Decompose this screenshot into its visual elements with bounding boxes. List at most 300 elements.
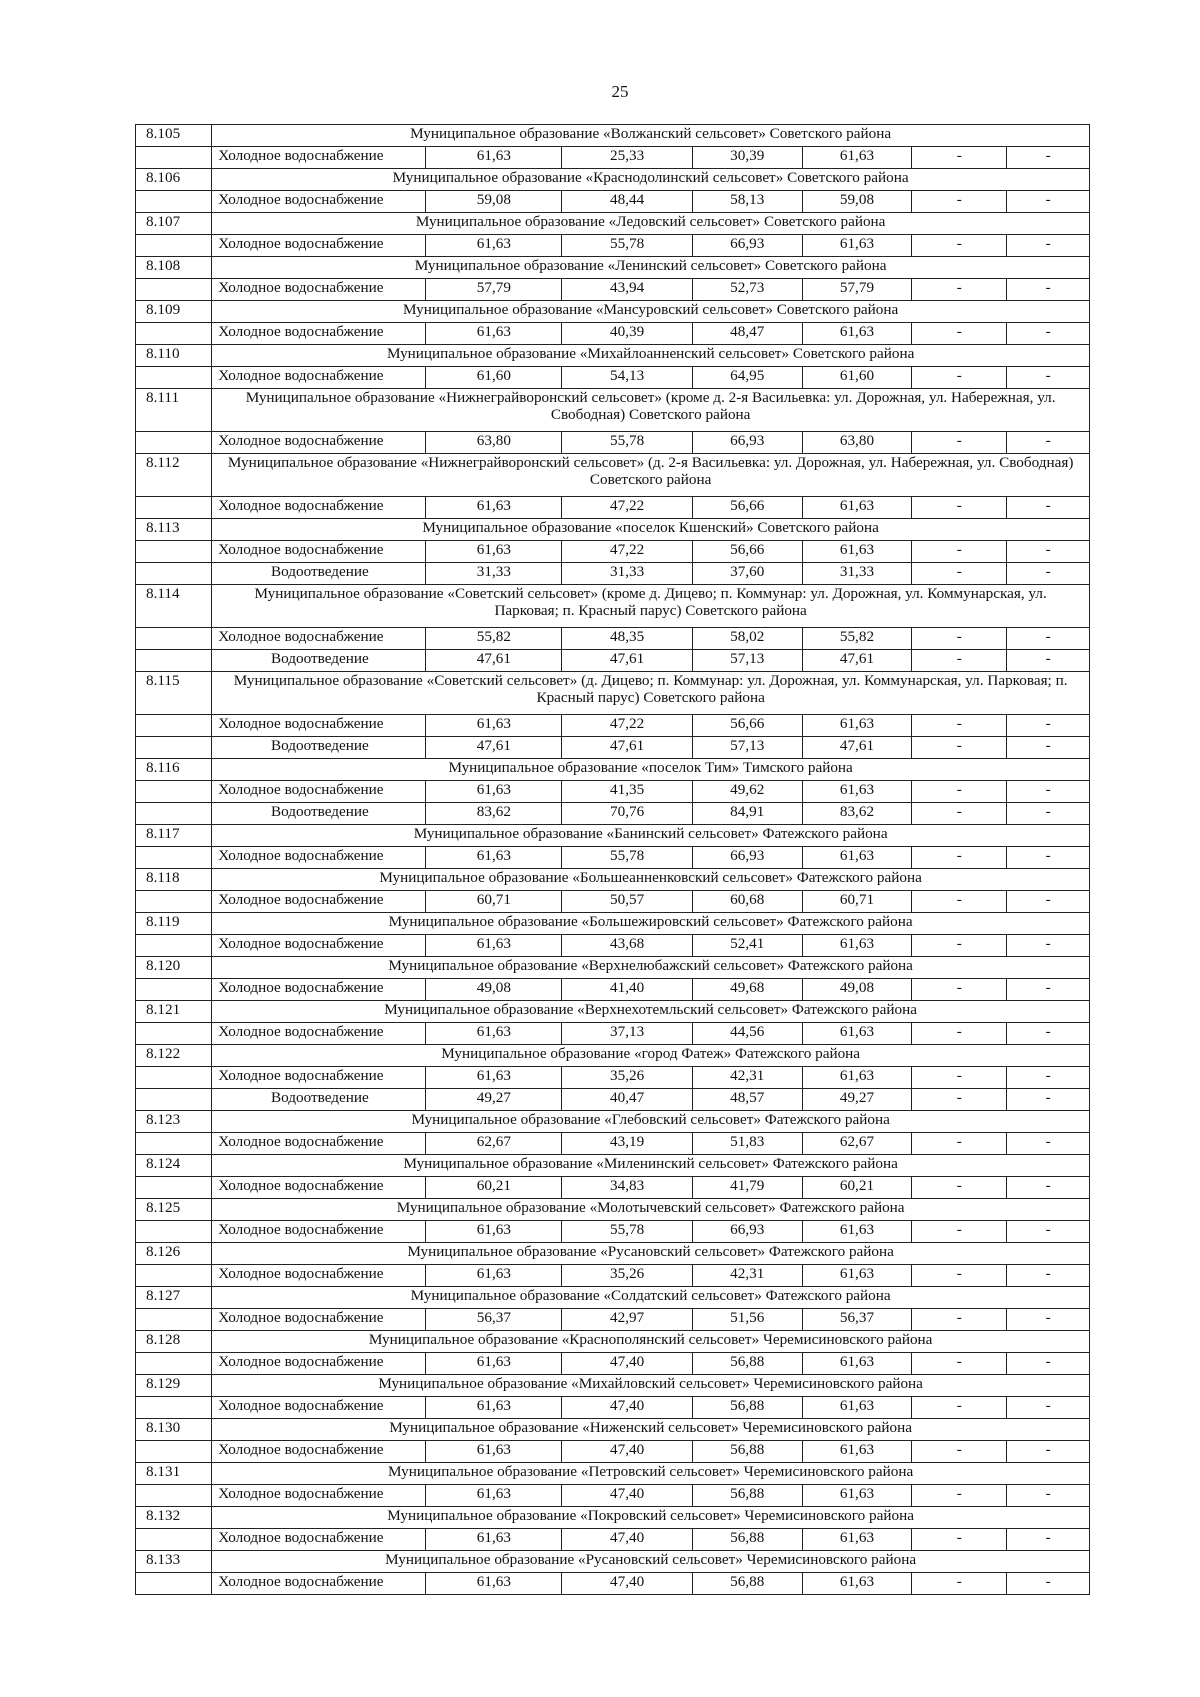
tariff-value: 57,79: [426, 279, 562, 301]
code-spacer-cell: [136, 1221, 212, 1243]
empty-value-cell: -: [912, 1067, 1007, 1089]
tariff-value: 48,35: [562, 628, 693, 650]
code-spacer-cell: [136, 541, 212, 563]
empty-value-cell: -: [912, 979, 1007, 1001]
tariff-value: 51,56: [692, 1309, 802, 1331]
empty-value-cell: -: [912, 432, 1007, 454]
entry-header-row: [136, 169, 1090, 191]
tariff-value: 37,13: [562, 1023, 693, 1045]
table-row: [136, 279, 1090, 301]
table-row: [136, 541, 1090, 563]
empty-value-cell: -: [1007, 1529, 1090, 1551]
tariff-value: 61,60: [426, 367, 562, 389]
entry-code: 8.122: [136, 1045, 212, 1067]
entry-code: 8.113: [136, 519, 212, 541]
entry-header-row: [136, 957, 1090, 979]
tariff-value: 60,68: [692, 891, 802, 913]
table-row: [136, 497, 1090, 519]
entry-title: Муниципальное образование «Михайловский сельсовет» Черемисиновского района: [212, 1375, 1090, 1397]
tariff-value: 57,13: [692, 650, 802, 672]
entry-title: Муниципальное образование «Большеанненковский сельсовет» Фатежского района: [212, 869, 1090, 891]
tariff-value: 47,61: [802, 737, 912, 759]
entry-title: Муниципальное образование «Верхнехотемльский сельсовет» Фатежского района: [212, 1001, 1090, 1023]
tariff-value: 83,62: [426, 803, 562, 825]
entry-title: Муниципальное образование «Миленинский сельсовет» Фатежского района: [212, 1155, 1090, 1177]
tariff-value: 61,63: [802, 1529, 912, 1551]
entry-code: 8.131: [136, 1463, 212, 1485]
entry-code: 8.105: [136, 125, 212, 147]
tariff-value: 48,44: [562, 191, 693, 213]
tariff-value: 84,91: [692, 803, 802, 825]
empty-value-cell: -: [912, 541, 1007, 563]
tariff-value: 49,08: [426, 979, 562, 1001]
entry-header-row: [136, 913, 1090, 935]
tariff-value: 31,33: [426, 563, 562, 585]
code-spacer-cell: [136, 781, 212, 803]
empty-value-cell: -: [1007, 1067, 1090, 1089]
entry-code: 8.117: [136, 825, 212, 847]
empty-value-cell: -: [912, 1353, 1007, 1375]
entry-title: Муниципальное образование «Советский сельсовет» (кроме д. Дицево; п. Коммунар: ул. Дорожная, ул. Коммунарская, ул. Парковая; п. Красный парус) Советского района: [212, 585, 1090, 628]
code-spacer-cell: [136, 191, 212, 213]
empty-value-cell: -: [1007, 497, 1090, 519]
tariff-value: 48,47: [692, 323, 802, 345]
entry-code: 8.121: [136, 1001, 212, 1023]
service-name: Холодное водоснабжение: [212, 1067, 426, 1089]
tariff-value: 55,78: [562, 432, 693, 454]
tariff-value: 61,63: [802, 323, 912, 345]
code-spacer-cell: [136, 891, 212, 913]
tariff-value: 43,19: [562, 1133, 693, 1155]
table-row: [136, 1529, 1090, 1551]
tariff-value: 47,40: [562, 1573, 693, 1595]
code-spacer-cell: [136, 1177, 212, 1199]
entry-header-row: [136, 389, 1090, 432]
tariff-value: 42,31: [692, 1067, 802, 1089]
tariff-value: 66,93: [692, 432, 802, 454]
tariff-value: 61,63: [426, 1221, 562, 1243]
empty-value-cell: -: [912, 1529, 1007, 1551]
entry-title: Муниципальное образование «Русановский сельсовет» Черемисиновского района: [212, 1551, 1090, 1573]
tariff-value: 55,82: [802, 628, 912, 650]
entry-title: Муниципальное образование «Большежировский сельсовет» Фатежского района: [212, 913, 1090, 935]
tariff-value: 60,71: [426, 891, 562, 913]
tariff-value: 66,93: [692, 847, 802, 869]
entry-code: 8.126: [136, 1243, 212, 1265]
tariff-value: 47,40: [562, 1397, 693, 1419]
entry-code: 8.109: [136, 301, 212, 323]
empty-value-cell: -: [1007, 979, 1090, 1001]
empty-value-cell: -: [912, 1089, 1007, 1111]
tariff-value: 47,61: [426, 737, 562, 759]
empty-value-cell: -: [912, 891, 1007, 913]
tariff-value: 61,63: [426, 497, 562, 519]
entry-code: 8.110: [136, 345, 212, 367]
empty-value-cell: -: [1007, 1441, 1090, 1463]
entry-title: Муниципальное образование «Нижнеграйворонский сельсовет» (д. 2-я Васильевка: ул. Дорожная, ул. Набережная, ул. Свободная) Советского района: [212, 454, 1090, 497]
empty-value-cell: -: [912, 1309, 1007, 1331]
table-row: [136, 1265, 1090, 1287]
empty-value-cell: -: [912, 935, 1007, 957]
tariff-value: 41,35: [562, 781, 693, 803]
empty-value-cell: -: [912, 497, 1007, 519]
table-row: [136, 891, 1090, 913]
empty-value-cell: -: [912, 323, 1007, 345]
code-spacer-cell: [136, 1529, 212, 1551]
tariff-value: 58,13: [692, 191, 802, 213]
service-name: Холодное водоснабжение: [212, 367, 426, 389]
tariff-value: 61,63: [802, 1397, 912, 1419]
tariff-value: 61,63: [426, 1067, 562, 1089]
tariff-value: 41,40: [562, 979, 693, 1001]
entry-title: Муниципальное образование «Русановский сельсовет» Фатежского района: [212, 1243, 1090, 1265]
entry-title: Муниципальное образование «Молотычевский сельсовет» Фатежского района: [212, 1199, 1090, 1221]
entry-header-row: [136, 1111, 1090, 1133]
tariff-value: 56,88: [692, 1397, 802, 1419]
service-name: Холодное водоснабжение: [212, 1309, 426, 1331]
empty-value-cell: -: [1007, 563, 1090, 585]
code-spacer-cell: [136, 432, 212, 454]
tariff-value: 60,21: [802, 1177, 912, 1199]
service-name: Водоотведение: [212, 650, 426, 672]
entry-code: 8.108: [136, 257, 212, 279]
tariff-value: 56,88: [692, 1573, 802, 1595]
service-name: Холодное водоснабжение: [212, 279, 426, 301]
empty-value-cell: -: [1007, 367, 1090, 389]
tariff-value: 59,08: [802, 191, 912, 213]
tariff-value: 42,31: [692, 1265, 802, 1287]
empty-value-cell: -: [1007, 737, 1090, 759]
tariff-value: 61,63: [802, 147, 912, 169]
empty-value-cell: -: [1007, 1023, 1090, 1045]
empty-value-cell: -: [1007, 781, 1090, 803]
empty-value-cell: -: [912, 781, 1007, 803]
tariff-value: 56,66: [692, 541, 802, 563]
tariff-value: 35,26: [562, 1265, 693, 1287]
tariff-value: 60,21: [426, 1177, 562, 1199]
entry-code: 8.119: [136, 913, 212, 935]
entry-header-row: [136, 345, 1090, 367]
entry-header-row: [136, 672, 1090, 715]
entry-code: 8.115: [136, 672, 212, 715]
empty-value-cell: -: [1007, 541, 1090, 563]
tariff-value: 61,63: [802, 1023, 912, 1045]
empty-value-cell: -: [1007, 432, 1090, 454]
entry-code: 8.130: [136, 1419, 212, 1441]
entry-code: 8.111: [136, 389, 212, 432]
service-name: Холодное водоснабжение: [212, 1353, 426, 1375]
code-spacer-cell: [136, 1309, 212, 1331]
table-row: [136, 1309, 1090, 1331]
empty-value-cell: -: [912, 191, 1007, 213]
service-name: Холодное водоснабжение: [212, 1397, 426, 1419]
service-name: Холодное водоснабжение: [212, 979, 426, 1001]
code-spacer-cell: [136, 1265, 212, 1287]
entry-header-row: [136, 1375, 1090, 1397]
tariff-value: 61,63: [426, 541, 562, 563]
entry-title: Муниципальное образование «Солдатский сельсовет» Фатежского района: [212, 1287, 1090, 1309]
entry-title: Муниципальное образование «Ленинский сельсовет» Советского района: [212, 257, 1090, 279]
empty-value-cell: -: [1007, 847, 1090, 869]
tariff-value: 61,63: [426, 935, 562, 957]
table-row: [136, 935, 1090, 957]
tariff-value: 47,61: [802, 650, 912, 672]
tariff-value: 30,39: [692, 147, 802, 169]
tariff-value: 49,27: [426, 1089, 562, 1111]
entry-header-row: [136, 1331, 1090, 1353]
empty-value-cell: -: [1007, 279, 1090, 301]
code-spacer-cell: [136, 1089, 212, 1111]
tariff-value: 44,56: [692, 1023, 802, 1045]
table-body: [136, 125, 1090, 1595]
code-spacer-cell: [136, 1133, 212, 1155]
service-name: Холодное водоснабжение: [212, 781, 426, 803]
tariff-value: 40,39: [562, 323, 693, 345]
tariff-value: 31,33: [562, 563, 693, 585]
tariff-value: 55,78: [562, 847, 693, 869]
table-row: [136, 1023, 1090, 1045]
table-row: [136, 847, 1090, 869]
entry-header-row: [136, 1243, 1090, 1265]
tariff-value: 61,63: [426, 1023, 562, 1045]
tariff-value: 48,57: [692, 1089, 802, 1111]
tariff-value: 47,22: [562, 541, 693, 563]
tariff-value: 62,67: [426, 1133, 562, 1155]
service-name: Холодное водоснабжение: [212, 891, 426, 913]
tariff-value: 52,41: [692, 935, 802, 957]
entry-header-row: [136, 869, 1090, 891]
table-row: [136, 235, 1090, 257]
entry-code: 8.120: [136, 957, 212, 979]
entry-title: Муниципальное образование «Ниженский сельсовет» Черемисиновского района: [212, 1419, 1090, 1441]
entry-code: 8.118: [136, 869, 212, 891]
tariff-value: 61,63: [426, 1397, 562, 1419]
tariff-value: 62,67: [802, 1133, 912, 1155]
tariff-value: 70,76: [562, 803, 693, 825]
table-row: [136, 563, 1090, 585]
code-spacer-cell: [136, 367, 212, 389]
tariff-value: 66,93: [692, 1221, 802, 1243]
tariff-value: 51,83: [692, 1133, 802, 1155]
empty-value-cell: -: [1007, 1089, 1090, 1111]
empty-value-cell: -: [912, 1397, 1007, 1419]
service-name: Водоотведение: [212, 737, 426, 759]
code-spacer-cell: [136, 235, 212, 257]
tariff-value: 61,63: [426, 715, 562, 737]
code-spacer-cell: [136, 737, 212, 759]
table-row: [136, 367, 1090, 389]
service-name: Холодное водоснабжение: [212, 497, 426, 519]
tariff-value: 47,61: [426, 650, 562, 672]
empty-value-cell: -: [1007, 650, 1090, 672]
tariff-value: 61,63: [802, 497, 912, 519]
entry-title: Муниципальное образование «поселок Кшенский» Советского района: [212, 519, 1090, 541]
tariff-value: 43,94: [562, 279, 693, 301]
service-name: Холодное водоснабжение: [212, 1133, 426, 1155]
table-row: [136, 191, 1090, 213]
entry-header-row: [136, 585, 1090, 628]
empty-value-cell: -: [1007, 323, 1090, 345]
entry-header-row: [136, 1507, 1090, 1529]
service-name: Холодное водоснабжение: [212, 1573, 426, 1595]
tariff-value: 56,66: [692, 497, 802, 519]
tariff-value: 43,68: [562, 935, 693, 957]
table-row: [136, 1573, 1090, 1595]
tariff-value: 61,63: [426, 1353, 562, 1375]
tariff-value: 60,71: [802, 891, 912, 913]
code-spacer-cell: [136, 979, 212, 1001]
tariff-value: 47,61: [562, 650, 693, 672]
entry-code: 8.133: [136, 1551, 212, 1573]
tariff-value: 66,93: [692, 235, 802, 257]
empty-value-cell: -: [912, 650, 1007, 672]
code-spacer-cell: [136, 147, 212, 169]
code-spacer-cell: [136, 650, 212, 672]
entry-code: 8.123: [136, 1111, 212, 1133]
entry-title: Муниципальное образование «Покровский сельсовет» Черемисиновского района: [212, 1507, 1090, 1529]
tariff-value: 58,02: [692, 628, 802, 650]
tariff-value: 47,40: [562, 1485, 693, 1507]
table-row: [136, 737, 1090, 759]
tariff-value: 55,82: [426, 628, 562, 650]
empty-value-cell: -: [912, 1221, 1007, 1243]
service-name: Холодное водоснабжение: [212, 1265, 426, 1287]
service-name: Холодное водоснабжение: [212, 432, 426, 454]
empty-value-cell: -: [1007, 1265, 1090, 1287]
entry-title: Муниципальное образование «Краснодолинский сельсовет» Советского района: [212, 169, 1090, 191]
tariff-value: 25,33: [562, 147, 693, 169]
empty-value-cell: -: [912, 1023, 1007, 1045]
service-name: Холодное водоснабжение: [212, 235, 426, 257]
tariff-value: 61,63: [426, 1441, 562, 1463]
tariff-value: 34,83: [562, 1177, 693, 1199]
table-row: [136, 628, 1090, 650]
code-spacer-cell: [136, 1397, 212, 1419]
empty-value-cell: -: [1007, 715, 1090, 737]
tariff-value: 47,22: [562, 497, 693, 519]
empty-value-cell: -: [1007, 1485, 1090, 1507]
tariff-value: 56,66: [692, 715, 802, 737]
code-spacer-cell: [136, 715, 212, 737]
service-name: Холодное водоснабжение: [212, 1485, 426, 1507]
tariff-value: 47,22: [562, 715, 693, 737]
entry-header-row: [136, 759, 1090, 781]
entry-header-row: [136, 1045, 1090, 1067]
table-row: [136, 979, 1090, 1001]
table-row: [136, 1067, 1090, 1089]
page-number: 25: [611, 82, 629, 101]
tariff-value: 49,08: [802, 979, 912, 1001]
entry-header-row: [136, 1199, 1090, 1221]
tariff-value: 61,63: [426, 1573, 562, 1595]
empty-value-cell: -: [912, 1573, 1007, 1595]
entry-title: Муниципальное образование «Ледовский сельсовет» Советского района: [212, 213, 1090, 235]
table-row: [136, 1441, 1090, 1463]
code-spacer-cell: [136, 935, 212, 957]
service-name: Холодное водоснабжение: [212, 1177, 426, 1199]
empty-value-cell: -: [912, 1133, 1007, 1155]
entry-code: 8.132: [136, 1507, 212, 1529]
service-name: Холодное водоснабжение: [212, 1529, 426, 1551]
code-spacer-cell: [136, 847, 212, 869]
service-name: Холодное водоснабжение: [212, 1441, 426, 1463]
empty-value-cell: -: [1007, 191, 1090, 213]
entry-header-row: [136, 519, 1090, 541]
service-name: Холодное водоснабжение: [212, 1023, 426, 1045]
tariff-value: 57,79: [802, 279, 912, 301]
empty-value-cell: -: [912, 715, 1007, 737]
service-name: Водоотведение: [212, 563, 426, 585]
empty-value-cell: -: [912, 235, 1007, 257]
empty-value-cell: -: [912, 367, 1007, 389]
entry-code: 8.125: [136, 1199, 212, 1221]
tariff-value: 47,40: [562, 1441, 693, 1463]
empty-value-cell: -: [1007, 891, 1090, 913]
empty-value-cell: -: [1007, 1177, 1090, 1199]
tariff-value: 61,63: [426, 323, 562, 345]
tariff-value: 83,62: [802, 803, 912, 825]
entry-code: 8.127: [136, 1287, 212, 1309]
tariff-value: 61,63: [802, 541, 912, 563]
empty-value-cell: -: [1007, 147, 1090, 169]
tariff-value: 61,63: [802, 715, 912, 737]
entry-header-row: [136, 1287, 1090, 1309]
entry-code: 8.124: [136, 1155, 212, 1177]
tariff-value: 37,60: [692, 563, 802, 585]
table-row: [136, 1397, 1090, 1419]
service-name: Холодное водоснабжение: [212, 541, 426, 563]
code-spacer-cell: [136, 1023, 212, 1045]
empty-value-cell: -: [912, 1265, 1007, 1287]
empty-value-cell: -: [912, 279, 1007, 301]
tariff-value: 61,63: [802, 1573, 912, 1595]
entry-title: Муниципальное образование «Нижнеграйворонский сельсовет» (кроме д. 2-я Васильевка: ул. Дорожная, ул. Набережная, ул. Свободная) Советского района: [212, 389, 1090, 432]
table-row: [136, 1133, 1090, 1155]
tariff-value: 61,63: [802, 781, 912, 803]
entry-title: Муниципальное образование «город Фатеж» Фатежского района: [212, 1045, 1090, 1067]
entry-title: Муниципальное образование «Советский сельсовет» (д. Дицево; п. Коммунар: ул. Дорожная, ул. Коммунарская, ул. Парковая; п. Красный парус) Советского района: [212, 672, 1090, 715]
tariff-value: 61,63: [802, 1485, 912, 1507]
service-name: Холодное водоснабжение: [212, 323, 426, 345]
code-spacer-cell: [136, 279, 212, 301]
tariff-value: 61,63: [426, 1485, 562, 1507]
entry-header-row: [136, 1001, 1090, 1023]
entry-header-row: [136, 1419, 1090, 1441]
entry-title: Муниципальное образование «поселок Тим» Тимского района: [212, 759, 1090, 781]
tariff-value: 52,73: [692, 279, 802, 301]
service-name: Холодное водоснабжение: [212, 715, 426, 737]
entry-header-row: [136, 1551, 1090, 1573]
tariff-value: 55,78: [562, 235, 693, 257]
code-spacer-cell: [136, 803, 212, 825]
tariff-value: 61,63: [426, 847, 562, 869]
tariff-value: 61,63: [426, 147, 562, 169]
tariff-value: 31,33: [802, 563, 912, 585]
tariff-value: 40,47: [562, 1089, 693, 1111]
empty-value-cell: -: [1007, 935, 1090, 957]
tariff-value: 61,63: [802, 1441, 912, 1463]
service-name: Холодное водоснабжение: [212, 935, 426, 957]
service-name: Водоотведение: [212, 1089, 426, 1111]
table-row: [136, 432, 1090, 454]
entry-header-row: [136, 825, 1090, 847]
empty-value-cell: -: [912, 147, 1007, 169]
empty-value-cell: -: [912, 1485, 1007, 1507]
tariff-value: 47,40: [562, 1353, 693, 1375]
tariff-value: 56,37: [802, 1309, 912, 1331]
tariff-value: 35,26: [562, 1067, 693, 1089]
tariff-value: 61,63: [802, 235, 912, 257]
